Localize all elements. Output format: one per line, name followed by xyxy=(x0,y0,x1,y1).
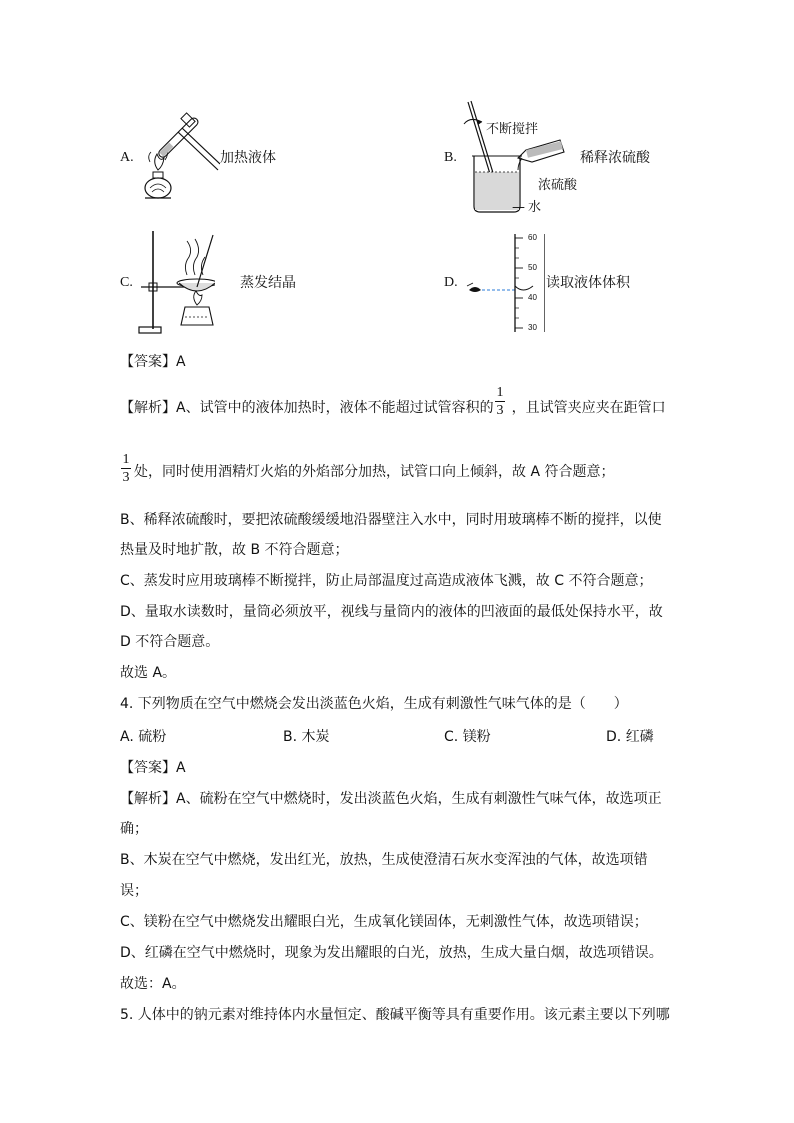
q4-option-c-letter: C. xyxy=(444,729,459,745)
q4-option-d-text: 红磷 xyxy=(625,729,654,745)
q3-analysis-d-line1: D、量取水读数时，量筒必须放平，视线与量筒内的液体的凹液面的最低处保持水平，故 xyxy=(120,604,663,620)
graduated-cylinder-figure xyxy=(465,230,545,335)
figure-b-label: 稀释浓硫酸 xyxy=(580,150,650,166)
q3-choose: 故选 A。 xyxy=(120,665,177,681)
q4-option-d-letter: D. xyxy=(606,729,622,745)
fraction-denominator: 3 xyxy=(122,470,130,485)
figure-c-label: 蒸发结晶 xyxy=(240,275,296,291)
q3-answer: 【答案】A xyxy=(120,354,186,370)
q4-option-b-letter: B. xyxy=(283,729,298,745)
option-letter-a: A. xyxy=(120,150,134,165)
tick-label-30: 30 xyxy=(528,323,537,332)
stir-annotation: 不断搅拌 xyxy=(486,122,539,137)
q4-analysis-b-line1: B、木炭在空气中燃烧，发出红光，放热，生成使澄清石灰水变浑浊的气体，故选项错 xyxy=(120,852,648,868)
fraction-one-third-1 xyxy=(495,385,505,418)
figure-d-label: 读取液体体积 xyxy=(546,275,630,291)
fraction-numerator: 1 xyxy=(122,452,130,467)
fraction-one-third-2 xyxy=(121,452,131,485)
tick-label-60: 60 xyxy=(528,233,537,242)
q4-answer: 【答案】A xyxy=(120,760,186,776)
q4-choose: 故选：A。 xyxy=(120,976,186,992)
q4-analysis-c: C、镁粉在空气中燃烧发出耀眼白光，生成氧化镁固体，无刺激性气体，故选项错误； xyxy=(120,914,648,930)
fraction-denominator: 3 xyxy=(496,403,504,418)
evaporation-figure xyxy=(135,225,215,337)
q4-option-c-text: 镁粉 xyxy=(462,729,491,745)
water-annotation: 水 xyxy=(528,200,542,215)
tick-label-50: 50 xyxy=(528,263,537,272)
q3-analysis-d-line2: D 不符合题意。 xyxy=(120,634,220,650)
q4-stem: 4. 下列物质在空气中燃烧会发出淡蓝色火焰，生成有刺激性气味气体的是（ ） xyxy=(120,696,628,712)
q3-analysis-b-line2: 热量及时地扩散，故 B 不符合题意； xyxy=(120,542,349,558)
acid-annotation: 浓硫酸 xyxy=(538,178,578,193)
q4-option-a xyxy=(120,727,166,747)
q4-option-a-letter: A. xyxy=(120,729,134,745)
q4-analysis-a-line2: 确； xyxy=(120,821,148,837)
water-pointer: — xyxy=(512,200,525,215)
q3-analysis-line2: 处，同时使用酒精灯火焰的外焰部分加热，试管口向上倾斜，故 A 符合题意； xyxy=(134,464,615,480)
option-letter-b: B. xyxy=(444,150,457,165)
q4-option-a-text: 硫粉 xyxy=(138,729,167,745)
q4-option-c xyxy=(444,727,491,747)
q4-option-b xyxy=(283,727,330,747)
option-letter-d: D. xyxy=(444,275,458,290)
q5-stem: 5. 人体中的钠元素对维持体内水量恒定、酸碱平衡等具有重要作用。该元素主要以下列哪 xyxy=(120,1007,670,1023)
q3-analysis-line1 xyxy=(120,398,666,418)
heating-liquid-figure xyxy=(138,110,220,205)
q4-analysis-a-line1: 【解析】A、硫粉在空气中燃烧时，发出淡蓝色火焰，生成有刺激性气味气体，故选项正 xyxy=(120,791,662,807)
q3-analysis-a-start: 【解析】A、试管中的液体加热时，液体不能超过试管容积的 xyxy=(120,400,494,416)
fraction-numerator: 1 xyxy=(496,385,504,400)
q4-analysis-d: D、红磷在空气中燃烧时，现象为发出耀眼的白光，放热，生成大量白烟，故选项错误。 xyxy=(120,945,663,961)
tick-label-40: 40 xyxy=(528,293,537,302)
q3-analysis-b-line1: B、稀释浓硫酸时，要把浓硫酸缓缓地沿器壁注入水中，同时用玻璃棒不断的搅拌，以使 xyxy=(120,512,662,528)
q4-option-b-text: 木炭 xyxy=(301,729,330,745)
figure-a-label: 加热液体 xyxy=(220,150,276,166)
q3-analysis-c: C、蒸发时应用玻璃棒不断搅拌，防止局部温度过高造成液体飞溅，故 C 不符合题意； xyxy=(120,573,653,589)
q3-analysis-a-cont: ，且试管夹应夹在距管口 xyxy=(511,400,666,416)
q4-option-d xyxy=(606,727,654,747)
option-letter-c: C. xyxy=(120,275,133,290)
q4-analysis-b-line2: 误； xyxy=(120,883,148,899)
